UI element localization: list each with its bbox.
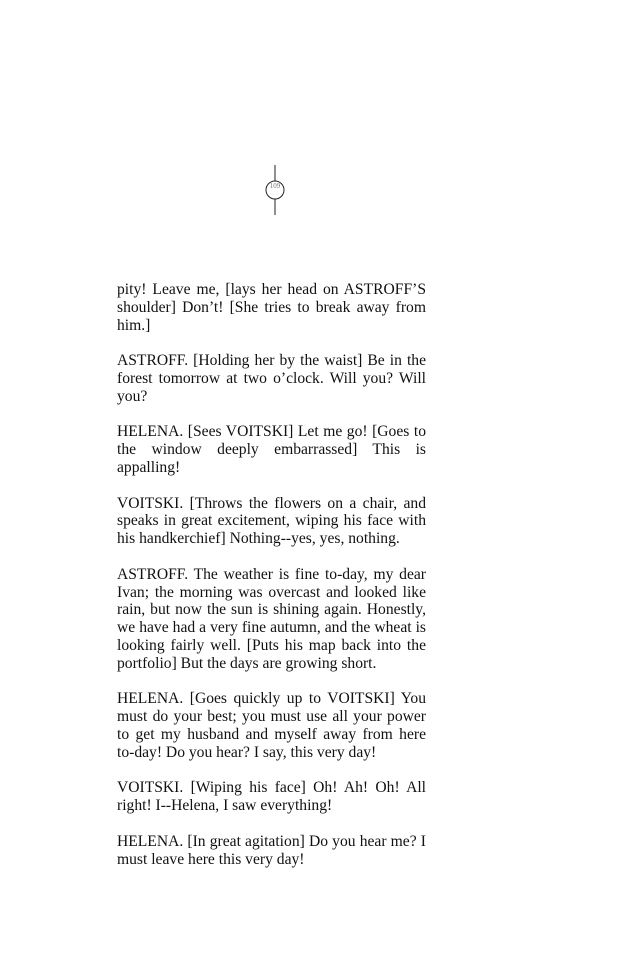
paragraph: VOITSKI. [Throws the flowers on a chair, and speaks in great excitement, wiping his face with his handkerchief] Nothing--yes, yes, nothing. [117, 494, 426, 548]
paragraph: VOITSKI. [Wiping his face] Oh! Ah! Oh! All right! I--Helena, I saw everything! [117, 779, 426, 815]
crosshair-icon [253, 165, 297, 215]
paragraph: HELENA. [Sees VOITSKI] Let me go! [Goes to the window deeply embarrassed] This is appalling! [117, 423, 426, 476]
page-number: 109 [269, 182, 281, 190]
paragraph: ASTROFF. [Holding her by the waist] Be in the forest tomorrow at two o’clock. Will you? Will you? [117, 352, 426, 405]
play-text [117, 281, 426, 868]
page-number-ornament [253, 165, 297, 215]
paragraph: HELENA. [In great agitation] Do you hear me? I must leave here this very day! [117, 832, 426, 868]
paragraph: HELENA. [Goes quickly up to VOITSKI] You must do your best; you must use all your power to get my husband and myself away from here to-day! Do you hear? I say, this very day! [117, 690, 426, 761]
paragraph: ASTROFF. The weather is fine to-day, my dear Ivan; the morning was overcast and looked like rain, but now the sun is shining again. Honestly, we have had a very fine autumn, and the wheat is looking fairly well. [Puts his map back into the portfolio] But the days are growing short. [117, 565, 426, 672]
paragraph: pity! Leave me, [lays her head on ASTROFF’S shoulder] Don’t! [She tries to break away from him.] [117, 281, 426, 334]
